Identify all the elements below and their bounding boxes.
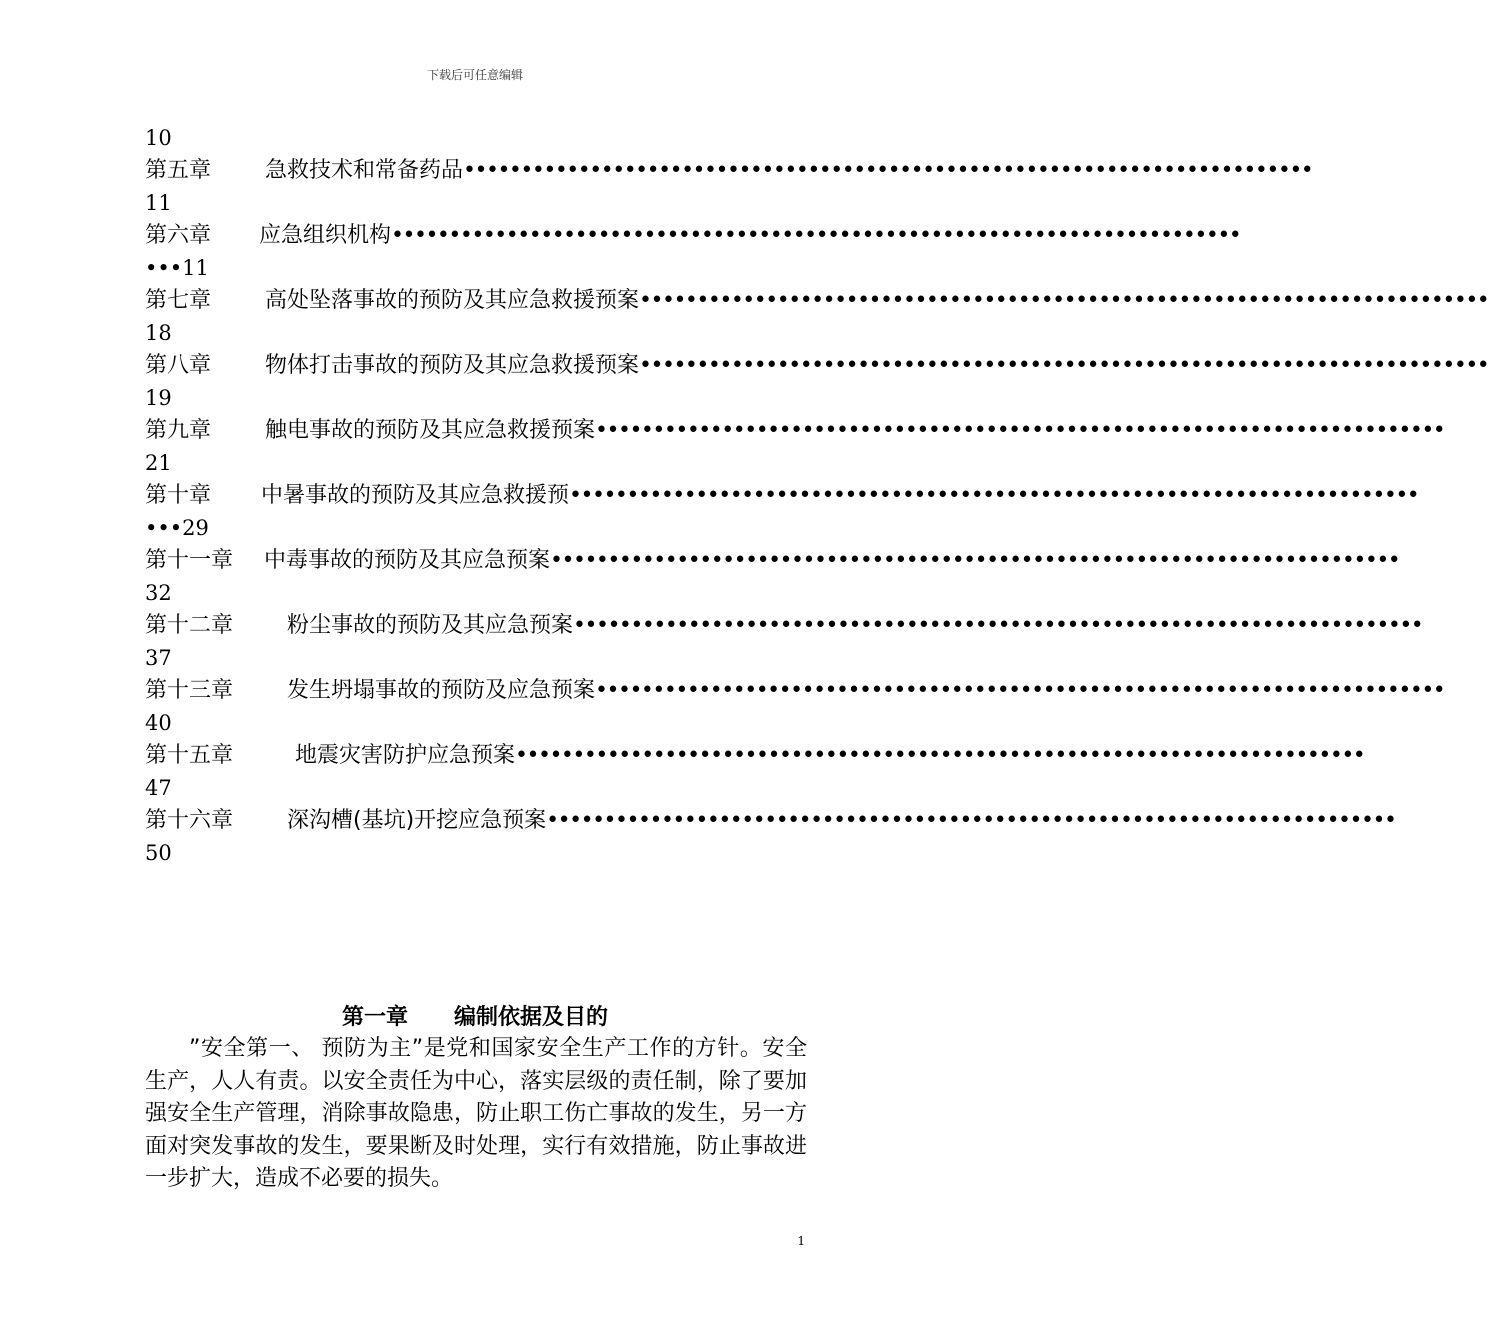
toc-page-number: 10 (145, 126, 172, 150)
toc-chapter: 第十章 (145, 483, 212, 508)
page-number: 1 (797, 1234, 805, 1248)
toc-page-number: 37 (145, 646, 172, 670)
toc-chapter: 第七章 (145, 288, 212, 313)
table-of-contents (145, 122, 1488, 869)
toc-chapter: 第九章 (145, 418, 212, 443)
toc-title: 急救技术和常备药品 (265, 158, 464, 183)
toc-page-number: 47 (145, 776, 172, 800)
toc-chapter: 第十一章 (145, 548, 234, 573)
toc-title: 高处坠落事故的预防及其应急救援预案 (265, 288, 640, 313)
toc-leader-dots: •••••••••••••••••••••••••••••••••••••••••••••••••••••••••••••••••••••••••• (515, 743, 1365, 768)
toc-leader-dots: •••••••••••••••••••••••••••••••••••••••••••••••••••••••••••••••••••••••••• (573, 613, 1423, 638)
toc-page-number: 21 (145, 451, 172, 475)
toc-page-number: 19 (145, 386, 172, 410)
toc-leader-dots: •••••••••••••••••••••••••••••••••••••••••••••••••••••••••••••••••••••••••• (595, 418, 1445, 443)
toc-page-number: •••11 (145, 256, 209, 280)
toc-leader-dots: •••••••••••••••••••••••••••••••••••••••••••••••••••••••••••••••••••••••••• (463, 158, 1313, 183)
toc-entry (145, 219, 1241, 252)
section-title: 编制依据及目的 (454, 1005, 609, 1030)
toc-leader-dots: •••••••••••••••••••••••••••••••••••••••••••••••••••••••••••••••••••••••••• (639, 288, 1488, 313)
body-paragraph: ”安全第一、 预防为主”是党和国家安全生产工作的方针。安全生产，人人有责。以安全责任为中心，落实层级的责任制，除了要加强安全生产管理，消除事故隐患，防止职工伤亡事故的发生，另一方面对突发事故的发生，要果断及时处理，实行有效措施，防止事故进一步扩大，造成不必要的损失。 (145, 1036, 807, 1191)
toc-entry (145, 154, 1313, 187)
toc-page-number: 50 (145, 841, 172, 865)
toc-page-number: •••29 (145, 516, 209, 540)
toc-title: 应急组织机构 (259, 223, 392, 248)
section-chapter: 第一章 (341, 1005, 408, 1030)
toc-chapter: 第八章 (145, 353, 212, 378)
toc-page-number: 11 (145, 191, 172, 215)
toc-chapter: 第十五章 (145, 743, 234, 768)
toc-chapter: 第十三章 (145, 678, 234, 703)
toc-chapter: 第六章 (145, 223, 212, 248)
toc-entry (145, 479, 1419, 512)
toc-page-number: 32 (145, 581, 172, 605)
toc-leader-dots: •••••••••••••••••••••••••••••••••••••••••••••••••••••••••••••••••••••••••• (391, 223, 1241, 248)
toc-title: 中毒事故的预防及其应急预案 (264, 548, 551, 573)
toc-entry (145, 739, 1365, 772)
toc-page-number: 40 (145, 711, 172, 735)
toc-entry (145, 349, 1488, 382)
toc-entry (145, 609, 1423, 642)
toc-chapter: 第五章 (145, 158, 212, 183)
toc-entry (145, 284, 1488, 317)
section-heading (0, 1000, 950, 1031)
toc-entry (145, 804, 1396, 837)
toc-title: 中暑事故的预防及其应急救援预 (261, 483, 570, 508)
toc-title: 地震灾害防护应急预案 (295, 743, 516, 768)
toc-leader-dots: •••••••••••••••••••••••••••••••••••••••••••••••••••••••••••••••••••••••••• (595, 678, 1445, 703)
toc-title: 深沟槽(基坑)开挖应急预案 (287, 808, 547, 833)
toc-chapter: 第十六章 (145, 808, 234, 833)
toc-title: 粉尘事故的预防及其应急预案 (287, 613, 574, 638)
toc-entry (145, 674, 1445, 707)
toc-leader-dots: •••••••••••••••••••••••••••••••••••••••••••••••••••••••••••••••••••••••••• (546, 808, 1396, 833)
toc-entry (145, 414, 1445, 447)
toc-title: 触电事故的预防及其应急救援预案 (265, 418, 596, 443)
toc-title: 发生坍塌事故的预防及应急预案 (287, 678, 596, 703)
toc-leader-dots: •••••••••••••••••••••••••••••••••••••••••••••••••••••••••••••••••••••••••• (550, 548, 1400, 573)
toc-entry (145, 544, 1400, 577)
toc-page-number: 18 (145, 321, 172, 345)
page-header: 下载后可任意编辑 (426, 68, 523, 82)
toc-leader-dots: •••••••••••••••••••••••••••••••••••••••••••••••••••••••••••••••••••••••••• (569, 483, 1419, 508)
toc-title: 物体打击事故的预防及其应急救援预案 (265, 353, 640, 378)
toc-chapter: 第十二章 (145, 613, 234, 638)
toc-leader-dots: •••••••••••••••••••••••••••••••••••••••••••••••••••••••••••••••••••••••••• (639, 353, 1488, 378)
